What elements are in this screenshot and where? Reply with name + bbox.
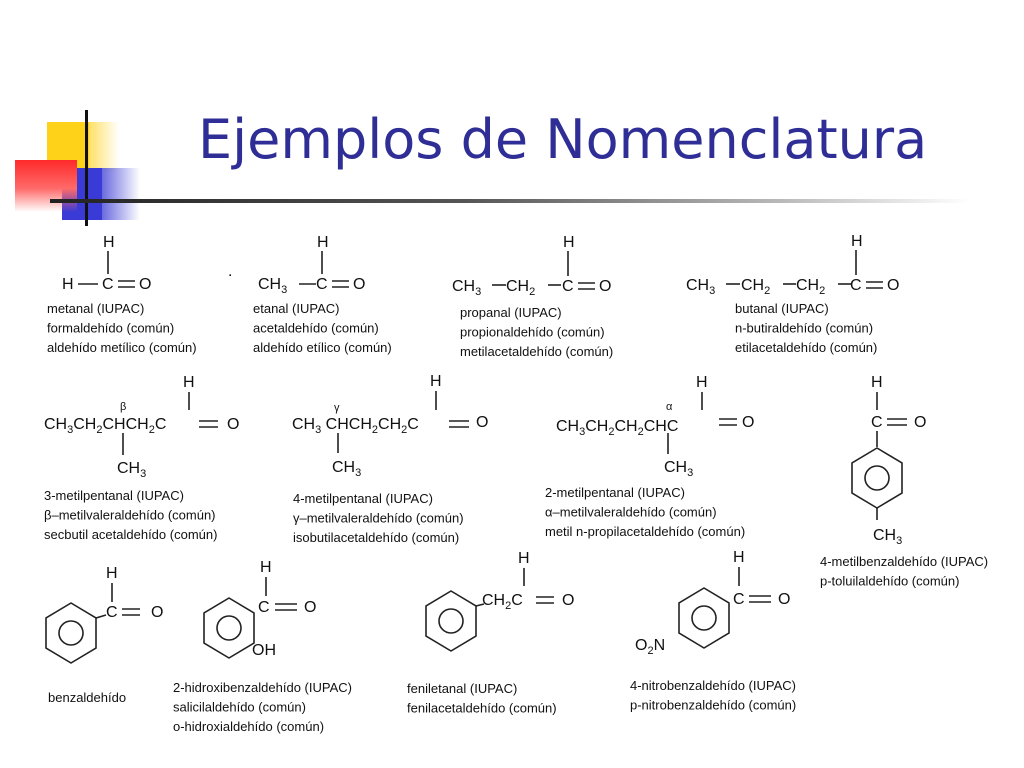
hydrogen-label: H [260,559,272,576]
aromatic-circle [439,609,463,633]
ch3-group: $CH_3$ [873,527,903,547]
carbon-label: C [102,276,114,293]
compound-name: α–metilvaleraldehído (común) [545,504,717,520]
hydrogen-label: H [183,374,195,391]
compound-name: etilacetaldehído (común) [735,340,878,355]
compound-name: 3-metilpentanal (IUPAC) [44,488,184,503]
hydrogen-label: H [106,565,118,582]
dot-mark: . [228,263,233,280]
ch2c-group: $CH_2C$ [482,592,523,612]
carbon-label: C [871,414,883,431]
aromatic-circle [692,606,716,630]
hydrogen-label: H [851,233,863,250]
oxygen-label: O [742,414,755,431]
hydrogen-label: H [317,234,329,251]
compound-name: etanal (IUPAC) [253,301,340,316]
compound-name: fenilacetaldehído (común) [407,700,557,716]
bond [96,615,106,618]
carbon-label: C [258,599,270,616]
greek-gamma-label: γ [334,402,340,414]
hydrogen-label: H [696,374,708,391]
aromatic-circle [217,616,241,640]
ch3-group: $CH_3$ [117,460,147,480]
compound-name: formaldehído (común) [47,320,175,336]
hydrogen-label: H [518,550,530,567]
oxygen-label: O [887,277,900,294]
ch2-group: $CH_2$ [506,278,536,298]
ch3-group: $CH_3$ [258,276,288,296]
compound-name: isobutilacetaldehído (común) [293,530,460,545]
benzene-ring [426,591,476,651]
oxygen-label: O [353,276,366,293]
oxygen-label: O [476,414,489,431]
oxygen-label: O [304,599,317,616]
compound-name: metil n-propilacetaldehído (común) [545,524,746,539]
compound-name: p-nitrobenzaldehído (común) [630,697,797,713]
greek-beta-label: β [120,401,127,413]
compound-name: salicilaldehído (común) [173,699,306,715]
hydrogen-label: H [733,549,745,566]
compound-name: β–metilvaleraldehído (común) [44,507,216,523]
compound-name: feniletanal (IUPAC) [407,681,518,696]
hydrogen-label: H [563,234,575,251]
carbon-label: C [562,278,574,295]
hydrogen-label: H [103,234,115,251]
benzene-ring [679,588,729,648]
compound-name: propanal (IUPAC) [460,305,562,320]
hydrogen-label: H [430,373,442,390]
compound-name: 2-hidroxibenzaldehído (IUPAC) [173,680,352,695]
slide-title: Ejemplos de Nomenclatura [198,108,928,171]
compound-name: o-hidroxialdehído (común) [173,719,325,734]
oxygen-label: O [227,416,240,433]
hydrogen-label: H [62,276,74,293]
greek-alpha-label: α [666,401,673,413]
oxygen-label: O [562,592,575,609]
oxygen-label: O [139,276,152,293]
compound-name: 4-metilbenzaldehído (IUPAC) [820,554,989,569]
ch2-group: $CH_2$ [796,277,826,297]
carbon-label: C [733,591,745,608]
benzene-ring [46,603,96,663]
nitro-group: $O_2N$ [635,637,666,657]
benzene-ring [204,598,254,658]
aromatic-circle [59,621,83,645]
ch3-group: $CH_3$ [332,459,362,479]
toluene-ring [852,448,902,508]
carbon-label: C [850,277,862,294]
compound-name: benzaldehído [48,690,127,705]
oxygen-label: O [914,414,927,431]
aromatic-circle [865,466,889,490]
compound-name: butanal (IUPAC) [735,301,829,316]
compound-name: aldehído metílico (común) [47,340,197,355]
oxygen-label: O [778,591,791,608]
compound-name: γ–metilvaleraldehído (común) [293,510,464,526]
compound-name: secbutil acetaldehído (común) [44,527,218,542]
condensed-formula: $CH_3CH_2CH_2CHC$ [556,418,679,438]
compound-name: 2-metilpentanal (IUPAC) [545,485,685,500]
compound-name: metanal (IUPAC) [47,301,145,316]
condensed-formula: $CH_3CH_2CHCH_2C$ [44,416,167,436]
hydroxyl-label: OH [252,642,276,659]
ch3-group: $CH_3$ [452,278,482,298]
compound-name: acetaldehído (común) [253,320,379,336]
compound-name: 4-metilpentanal (IUPAC) [293,491,433,506]
compound-name: n-butiraldehído (común) [735,320,874,336]
condensed-formula: $CH_3$ $CHCH_2CH_2C$ [292,416,419,436]
ch2-group: $CH_2$ [741,277,771,297]
oxygen-label: O [599,278,612,295]
oxygen-label: O [151,604,164,621]
compound-name: p-toluilaldehído (común) [820,573,960,589]
compound-name: metilacetaldehído (común) [460,344,614,359]
compound-name: propionaldehído (común) [460,324,605,340]
carbon-label: C [106,604,118,621]
ch3-group: $CH_3$ [664,459,694,479]
carbon-label: C [316,276,328,293]
compound-name: aldehído etílico (común) [253,340,392,355]
hydrogen-label: H [871,374,883,391]
ch3-group: $CH_3$ [686,277,716,297]
compound-name: 4-nitrobenzaldehído (IUPAC) [630,678,796,693]
